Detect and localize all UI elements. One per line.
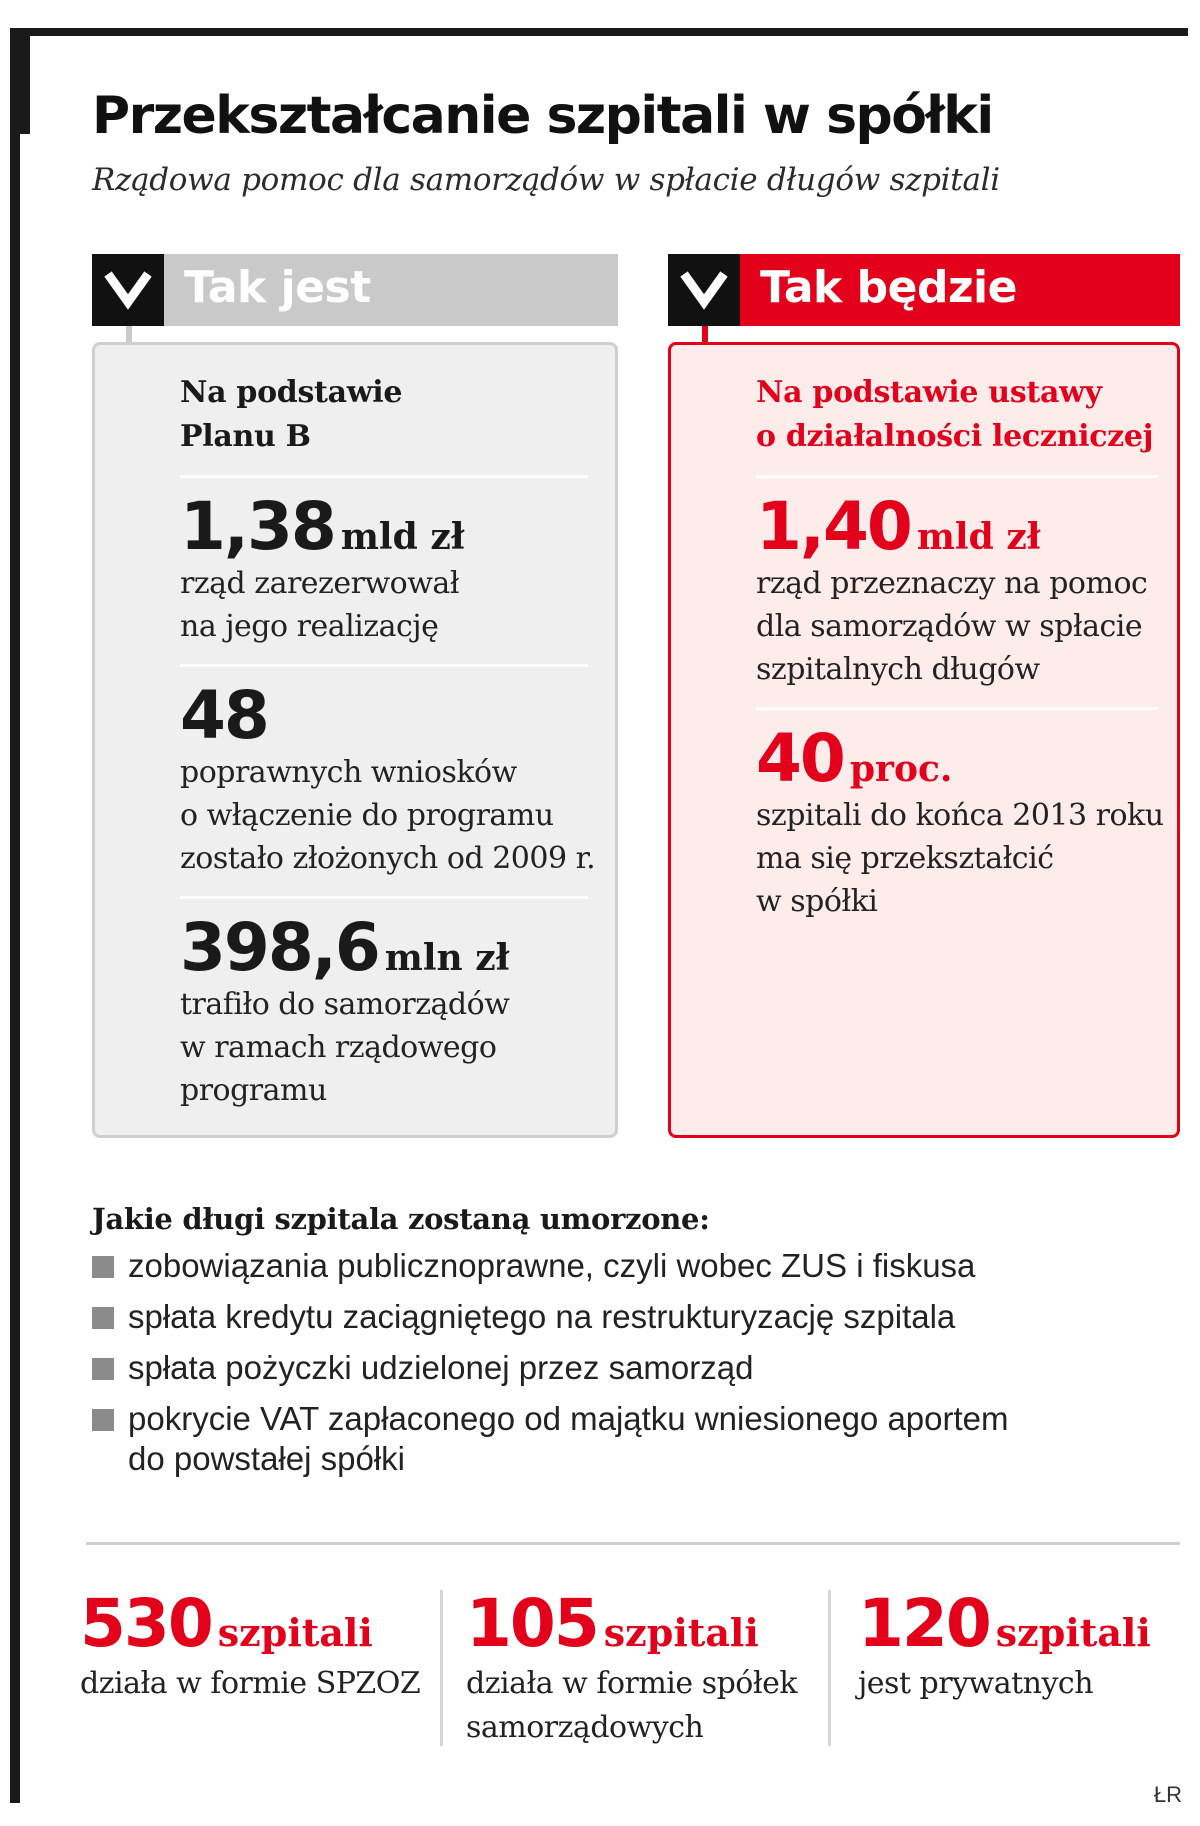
separator [180, 664, 588, 667]
separator [756, 707, 1158, 710]
bullet-square-icon [92, 1358, 114, 1380]
desc-line: o włączenie do programu [180, 798, 554, 833]
check-icon [668, 254, 740, 326]
box-current-state [92, 342, 618, 1138]
desc-line: dla samorządów w spłacie [756, 609, 1143, 644]
stat-unit: szpitali [995, 1610, 1151, 1655]
header-tak-jest [92, 254, 618, 326]
stat-desc [180, 751, 595, 880]
desc-line: trafiło do samorządów [180, 987, 510, 1022]
separator [180, 475, 588, 478]
stat-desc [858, 1662, 1151, 1706]
list-item [92, 1246, 1152, 1286]
stat-desc [80, 1662, 420, 1706]
bottom-stat-private [858, 1586, 1151, 1706]
desc-line: programu [180, 1073, 327, 1108]
debts-title: Jakie długi szpitala zostaną umorzone: [92, 1202, 710, 1236]
stat-value: 1,38 [180, 488, 335, 565]
header-tak-bedzie [668, 254, 1180, 326]
desc-line: na jego realizację [180, 609, 439, 644]
bullet-square-icon [92, 1409, 114, 1431]
stat-unit: mld zł [340, 516, 465, 558]
frame-top-rule [10, 28, 1188, 36]
list-item-text: spłata kredytu zaciągniętego na restrukturyzację szpitala [128, 1298, 956, 1335]
stat-unit: szpitali [217, 1610, 373, 1655]
list-item [92, 1399, 1152, 1479]
stat-value: 48 [180, 677, 268, 754]
bottom-stat-spzoz [80, 1586, 420, 1706]
bullet-square-icon [92, 1256, 114, 1278]
stat-value: 120 [858, 1585, 990, 1662]
header-bar [740, 254, 1180, 326]
list-item-text: do powstałej spółki [128, 1440, 405, 1477]
desc-line: rząd zarezerwował [180, 566, 459, 601]
stat-block [180, 677, 596, 880]
box-future-state [668, 342, 1180, 1138]
stat-desc [756, 794, 1164, 923]
stat-value: 398,6 [180, 909, 379, 986]
frame-notch [10, 28, 30, 134]
bullet-square-icon [92, 1307, 114, 1329]
lead-line: o działalności leczniczej [756, 419, 1154, 454]
desc-line: ma się przekształcić [756, 841, 1054, 876]
desc-line: zostało złożonych od 2009 r. [180, 841, 596, 876]
stat-block [756, 720, 1164, 923]
stat-desc [180, 983, 595, 1112]
desc-line: poprawnych wniosków [180, 755, 517, 790]
desc-line: jest prywatnych [858, 1666, 1094, 1701]
stat-unit: mld zł [916, 516, 1041, 558]
stat-unit: proc. [849, 748, 953, 790]
stat-desc [180, 562, 595, 648]
stat-value: 40 [756, 720, 844, 797]
vertical-divider [828, 1590, 831, 1746]
desc-line: rząd przeznaczy na pomoc [756, 566, 1148, 601]
stat-unit: szpitali [603, 1610, 759, 1655]
list-item [92, 1348, 1152, 1388]
stat-desc [466, 1662, 797, 1750]
desc-line: działa w formie spółek [466, 1666, 798, 1701]
page-title: Przekształcanie szpitali w spółki [92, 86, 993, 146]
header-label: Tak będzie [760, 262, 1017, 313]
list-item [92, 1297, 1152, 1337]
vertical-divider [440, 1590, 443, 1746]
desc-line: szpitali do końca 2013 roku [756, 798, 1164, 833]
bottom-stat-municipal [466, 1586, 797, 1750]
header-bar [164, 254, 618, 326]
list-item-text: zobowiązania publicznoprawne, czyli wobec ZUS i fiskusa [128, 1247, 976, 1284]
stat-value: 105 [466, 1585, 598, 1662]
desc-line: działa w formie SPZOZ [80, 1666, 421, 1701]
lead-line: Planu B [180, 419, 311, 454]
list-item-text: spłata pożyczki udzielonej przez samorząd [128, 1349, 754, 1386]
divider [86, 1542, 1180, 1545]
separator [180, 896, 588, 899]
desc-line: samorządowych [466, 1710, 704, 1745]
author-credit: ŁR [1153, 1782, 1182, 1807]
stat-desc [756, 562, 1164, 691]
box-lead [756, 371, 1164, 459]
desc-line: w ramach rządowego [180, 1030, 497, 1065]
header-label: Tak jest [184, 262, 371, 313]
frame-left-rule [10, 28, 20, 1803]
lead-line: Na podstawie [180, 375, 403, 410]
stat-block [756, 488, 1164, 691]
stat-value: 530 [80, 1585, 212, 1662]
page-subtitle: Rządowa pomoc dla samorządów w spłacie długów szpitali [92, 162, 1000, 198]
stat-value: 1,40 [756, 488, 911, 565]
desc-line: szpitalnych długów [756, 652, 1040, 687]
stat-unit: mln zł [384, 937, 510, 979]
debts-section [92, 1202, 1152, 1490]
list-item-text: pokrycie VAT zapłaconego od majątku wniesionego aportem [128, 1400, 1009, 1437]
lead-line: Na podstawie ustawy [756, 375, 1102, 410]
stat-block [180, 909, 595, 1112]
check-icon [92, 254, 164, 326]
desc-line: w spółki [756, 884, 878, 919]
stat-block [180, 488, 595, 648]
separator [756, 475, 1158, 478]
box-lead [180, 371, 595, 459]
